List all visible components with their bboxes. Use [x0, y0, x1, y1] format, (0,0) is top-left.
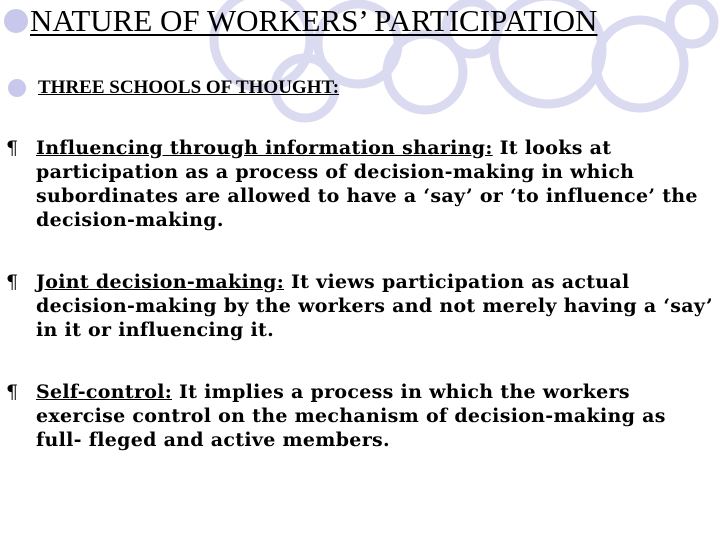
point-text	[36, 136, 716, 232]
pilcrow-icon: ¶	[6, 381, 19, 403]
point-text	[36, 270, 716, 342]
decor-ring	[387, 34, 463, 110]
filled-circle-bullet-icon	[4, 9, 28, 33]
point-text	[36, 380, 716, 452]
pilcrow-icon: ¶	[6, 137, 19, 159]
slide-title-row	[4, 2, 597, 40]
point-term: Self-control:	[36, 381, 173, 403]
point-term: Influencing through information sharing:	[36, 137, 493, 159]
point-description: It implies a process in which the workers exercise control on the mechanism of decision-making as full- fleged and active members.	[36, 381, 666, 451]
decor-ring	[596, 20, 684, 108]
point-self-control	[0, 380, 716, 452]
point-description: It looks at participation as a process of decision-making in which subordinates are allowed to have a ‘say’ or ‘to influence’ the decision-making.	[36, 137, 698, 231]
subheading-row	[8, 76, 339, 100]
pilcrow-icon: ¶	[6, 271, 19, 293]
decor-ring	[670, 0, 714, 44]
subheading: THREE SCHOOLS OF THOUGHT:	[38, 77, 340, 98]
point-description: It views participation as actual decision-making by the workers and not merely having a ‘say’ in it or influencing it.	[36, 271, 713, 341]
filled-circle-bullet-icon	[8, 79, 26, 97]
point-term: Joint decision-making:	[36, 271, 285, 293]
point-influencing	[0, 136, 716, 232]
slide-title: NATURE OF WORKERS’ PARTICIPATION	[30, 3, 598, 38]
point-joint-decision	[0, 270, 716, 342]
